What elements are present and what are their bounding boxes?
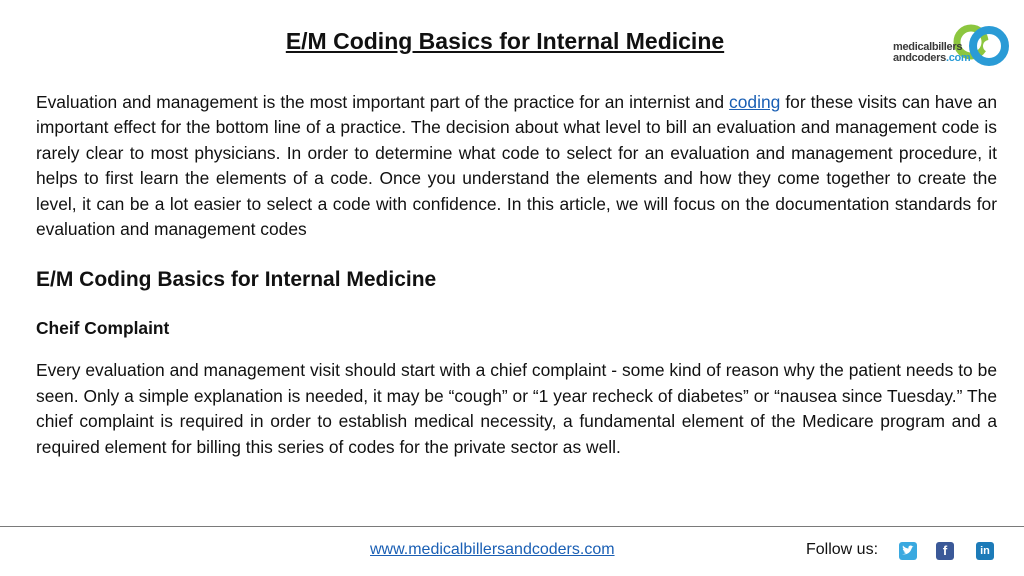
twitter-icon[interactable] [899, 542, 917, 560]
intro-paragraph: Evaluation and management is the most important part of the practice for an internist and coding for these visits can have an important effect for the bottom line of a practice. The decision about what level to bill an evaluation and management code is rarely clear to most physicians. In order to determine what code to select for an evaluation and management procedure, it helps to first learn the elements of a code. Once you understand the elements and how they come together to create the level, it can be a lot easier to select a code with confidence. In this article, we will focus on the documentation standards for evaluation and management codes [36, 92, 997, 240]
chief-complaint-paragraph: Every evaluation and management visit should start with a chief complaint - some kind of reason why the patient needs to be seen. Only a simple explanation is needed, it may be “cough” or “1 year recheck of diabetes” or “nausea since Tuesday.” The chief complaint is required in order to establish medical necessity, a fundamental element of the Medicare program and a required element for billing this series of codes for the private sector as well. [36, 360, 997, 457]
page-title: E/M Coding Basics for Internal Medicine [285, 28, 725, 54]
subheading-chief-complaint: Cheif Complaint [36, 318, 170, 339]
company-logo[interactable] [893, 12, 1013, 72]
section-heading: E/M Coding Basics for Internal Medicine [36, 268, 437, 292]
footer-website-link[interactable]: www.medicalbillersandcoders.com [370, 541, 615, 558]
linkedin-icon[interactable]: in [976, 542, 994, 560]
article-content [36, 90, 997, 460]
footer-divider [0, 526, 1024, 527]
follow-us-label: Follow us: [806, 541, 879, 558]
coding-link[interactable]: coding [729, 92, 781, 112]
facebook-icon[interactable]: f [936, 542, 954, 560]
logo-text: medicalbillers andcoders.com [893, 41, 971, 64]
